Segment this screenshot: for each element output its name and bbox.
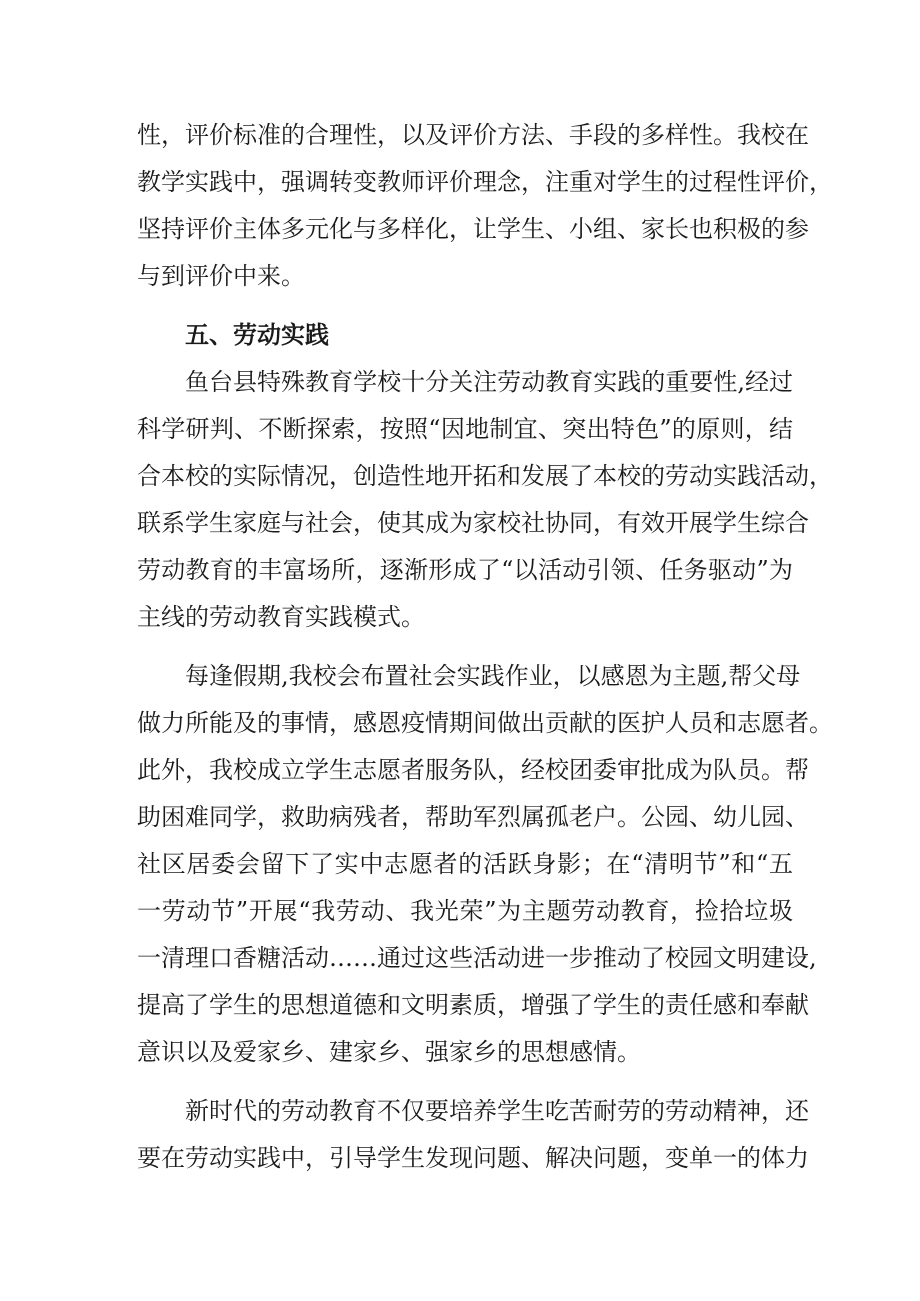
document-body xyxy=(137,112,833,1182)
paragraph-evaluation-continued xyxy=(137,112,833,300)
paragraph-line: 此外，我校成立学生志愿者服务队，经校团委审批成为队员。帮 xyxy=(137,756,809,784)
paragraph-line: 新时代的劳动教育不仅要培养学生吃苦耐劳的劳动精神，还 xyxy=(185,1097,809,1125)
paragraph-line: 性，评价标准的合理性，以及评价方法、手段的多样性。我校在 xyxy=(137,121,809,149)
paragraph-new-era-labor xyxy=(137,1088,809,1182)
paragraph-line: 联系学生家庭与社会，使其成为家校社协同，有效开展学生综合 xyxy=(137,509,809,537)
paragraph-line: 与到评价中来。 xyxy=(137,262,305,290)
paragraph-line: 提高了学生的思想道德和文明素质，增强了学生的责任感和奉献 xyxy=(137,991,809,1019)
paragraph-line: 主线的劳动教育实践模式。 xyxy=(137,603,425,631)
paragraph-labor-practice xyxy=(137,359,833,641)
paragraph-line: 劳动教育的丰富场所，逐渐形成了“以活动引领、任务驱动”为 xyxy=(137,556,793,584)
paragraph-line: 一清理口香糖活动……通过这些活动进一步推动了校园文明建设, xyxy=(137,944,817,972)
paragraph-line: 做力所能及的事情，感恩疫情期间做出贡献的医护人员和志愿者。 xyxy=(137,709,833,737)
paragraph-line: 社区居委会留下了实中志愿者的活跃身影；在“清明节”和“五 xyxy=(137,850,793,878)
paragraph-line: 助困难同学，救助病残者，帮助军烈属孤老户。公园、幼儿园、 xyxy=(137,803,809,831)
paragraph-line: 要在劳动实践中，引导学生发现问题、解决问题，变单一的体力 xyxy=(137,1144,809,1172)
paragraph-line: 科学研判、不断探索，按照“因地制宜、突出特色”的原则，结 xyxy=(137,415,793,443)
paragraph-line: 意识以及爱家乡、建家乡、强家乡的思想感情。 xyxy=(137,1038,641,1066)
paragraph-line: 教学实践中，强调转变教师评价理念，注重对学生的过程性评价， xyxy=(137,168,833,196)
paragraph-line: 坚持评价主体多元化与多样化，让学生、小组、家长也积极的参 xyxy=(137,215,809,243)
paragraph-line: 一劳动节”开展“我劳动、我光荣”为主题劳动教育，捡拾垃圾 xyxy=(137,897,793,925)
paragraph-line: 每逢假期,我校会布置社会实践作业，以感恩为主题,帮父母 xyxy=(185,662,801,690)
section-heading: 五、劳动实践 xyxy=(185,321,329,349)
paragraph-line: 鱼台县特殊教育学校十分关注劳动教育实践的重要性,经过 xyxy=(185,368,793,396)
paragraph-holiday-activities xyxy=(137,653,833,1076)
paragraph-line: 合本校的实际情况，创造性地开拓和发展了本校的劳动实践活动， xyxy=(137,462,833,490)
